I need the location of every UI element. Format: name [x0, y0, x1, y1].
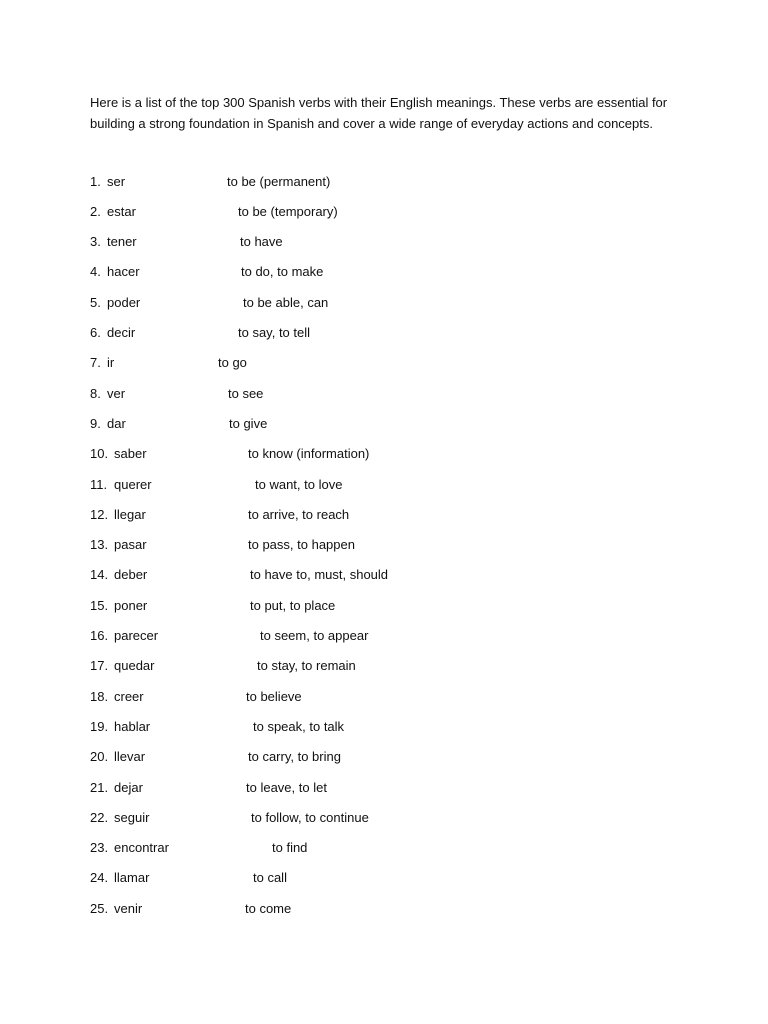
- english-meaning: to leave, to let: [246, 780, 327, 795]
- verb-number: 25.: [90, 901, 109, 916]
- spanish-verb: pasar: [114, 537, 147, 552]
- english-meaning: to be (temporary): [238, 204, 338, 219]
- verb-number: 10.: [90, 446, 109, 461]
- verb-number: 6.: [90, 325, 101, 340]
- english-meaning: to speak, to talk: [253, 719, 345, 734]
- verb-number: 11.: [90, 477, 108, 492]
- verb-number: 19.: [90, 719, 109, 734]
- english-meaning: to find: [272, 840, 308, 855]
- english-meaning: to pass, to happen: [248, 537, 355, 552]
- spanish-verb: decir: [107, 325, 136, 340]
- english-meaning: to go: [218, 355, 247, 370]
- intro-paragraph: Here is a list of the top 300 Spanish verbs with their English meanings. These verbs are essential for building a strong foundation in Spanish and cover a wide range of everyday actions and concepts.: [90, 95, 668, 131]
- spanish-verb: dar: [107, 416, 126, 431]
- verb-number: 20.: [90, 749, 109, 764]
- spanish-verb: tener: [107, 234, 137, 249]
- spanish-verb: encontrar: [114, 840, 169, 855]
- verb-number: 2.: [90, 204, 101, 219]
- verb-number: 7.: [90, 355, 101, 370]
- english-meaning: to come: [245, 901, 292, 916]
- spanish-verb: poner: [114, 598, 148, 613]
- english-meaning: to see: [228, 386, 264, 401]
- verb-number: 5.: [90, 295, 101, 310]
- spanish-verb: dejar: [114, 780, 143, 795]
- verb-number: 21.: [90, 780, 109, 795]
- english-meaning: to be able, can: [243, 295, 329, 310]
- spanish-verb: ir: [107, 355, 115, 370]
- verb-number: 1.: [90, 174, 101, 189]
- english-meaning: to have to, must, should: [250, 567, 389, 582]
- verb-number: 24.: [90, 870, 109, 885]
- spanish-verb: parecer: [114, 628, 159, 643]
- spanish-verb: hablar: [114, 719, 151, 734]
- english-meaning: to give: [229, 416, 268, 431]
- spanish-verb: ver: [107, 386, 126, 401]
- spanish-verb: creer: [114, 689, 144, 704]
- verb-number: 4.: [90, 264, 101, 279]
- verb-number: 23.: [90, 840, 109, 855]
- english-meaning: to stay, to remain: [257, 658, 356, 673]
- spanish-verb: ser: [107, 174, 126, 189]
- spanish-verb: saber: [114, 446, 147, 461]
- english-meaning: to seem, to appear: [260, 628, 369, 643]
- english-meaning: to carry, to bring: [248, 749, 341, 764]
- english-meaning: to have: [240, 234, 283, 249]
- verb-number: 16.: [90, 628, 109, 643]
- english-meaning: to arrive, to reach: [248, 507, 350, 522]
- verb-number: 9.: [90, 416, 101, 431]
- verb-number: 17.: [90, 658, 109, 673]
- spanish-verb: llegar: [114, 507, 146, 522]
- verb-number: 13.: [90, 537, 109, 552]
- verb-number: 3.: [90, 234, 101, 249]
- english-meaning: to know (information): [248, 446, 370, 461]
- spanish-verb: quedar: [114, 658, 155, 673]
- spanish-verb: poder: [107, 295, 141, 310]
- english-meaning: to say, to tell: [238, 325, 311, 340]
- english-meaning: to put, to place: [250, 598, 336, 613]
- english-meaning: to want, to love: [255, 477, 343, 492]
- english-meaning: to follow, to continue: [251, 810, 369, 825]
- english-meaning: to believe: [246, 689, 302, 704]
- spanish-verb: estar: [107, 204, 136, 219]
- verb-number: 12.: [90, 507, 109, 522]
- spanish-verb: deber: [114, 567, 148, 582]
- spanish-verb: hacer: [107, 264, 140, 279]
- verb-number: 22.: [90, 810, 109, 825]
- spanish-verb: seguir: [114, 810, 150, 825]
- verb-number: 14.: [90, 567, 109, 582]
- english-meaning: to do, to make: [241, 264, 324, 279]
- english-meaning: to call: [253, 870, 287, 885]
- spanish-verb: querer: [114, 477, 152, 492]
- spanish-verb: llamar: [114, 870, 150, 885]
- spanish-verb: venir: [114, 901, 143, 916]
- spanish-verb: llevar: [114, 749, 146, 764]
- verb-number: 8.: [90, 386, 101, 401]
- english-meaning: to be (permanent): [227, 174, 331, 189]
- verb-number: 15.: [90, 598, 109, 613]
- verb-number: 18.: [90, 689, 109, 704]
